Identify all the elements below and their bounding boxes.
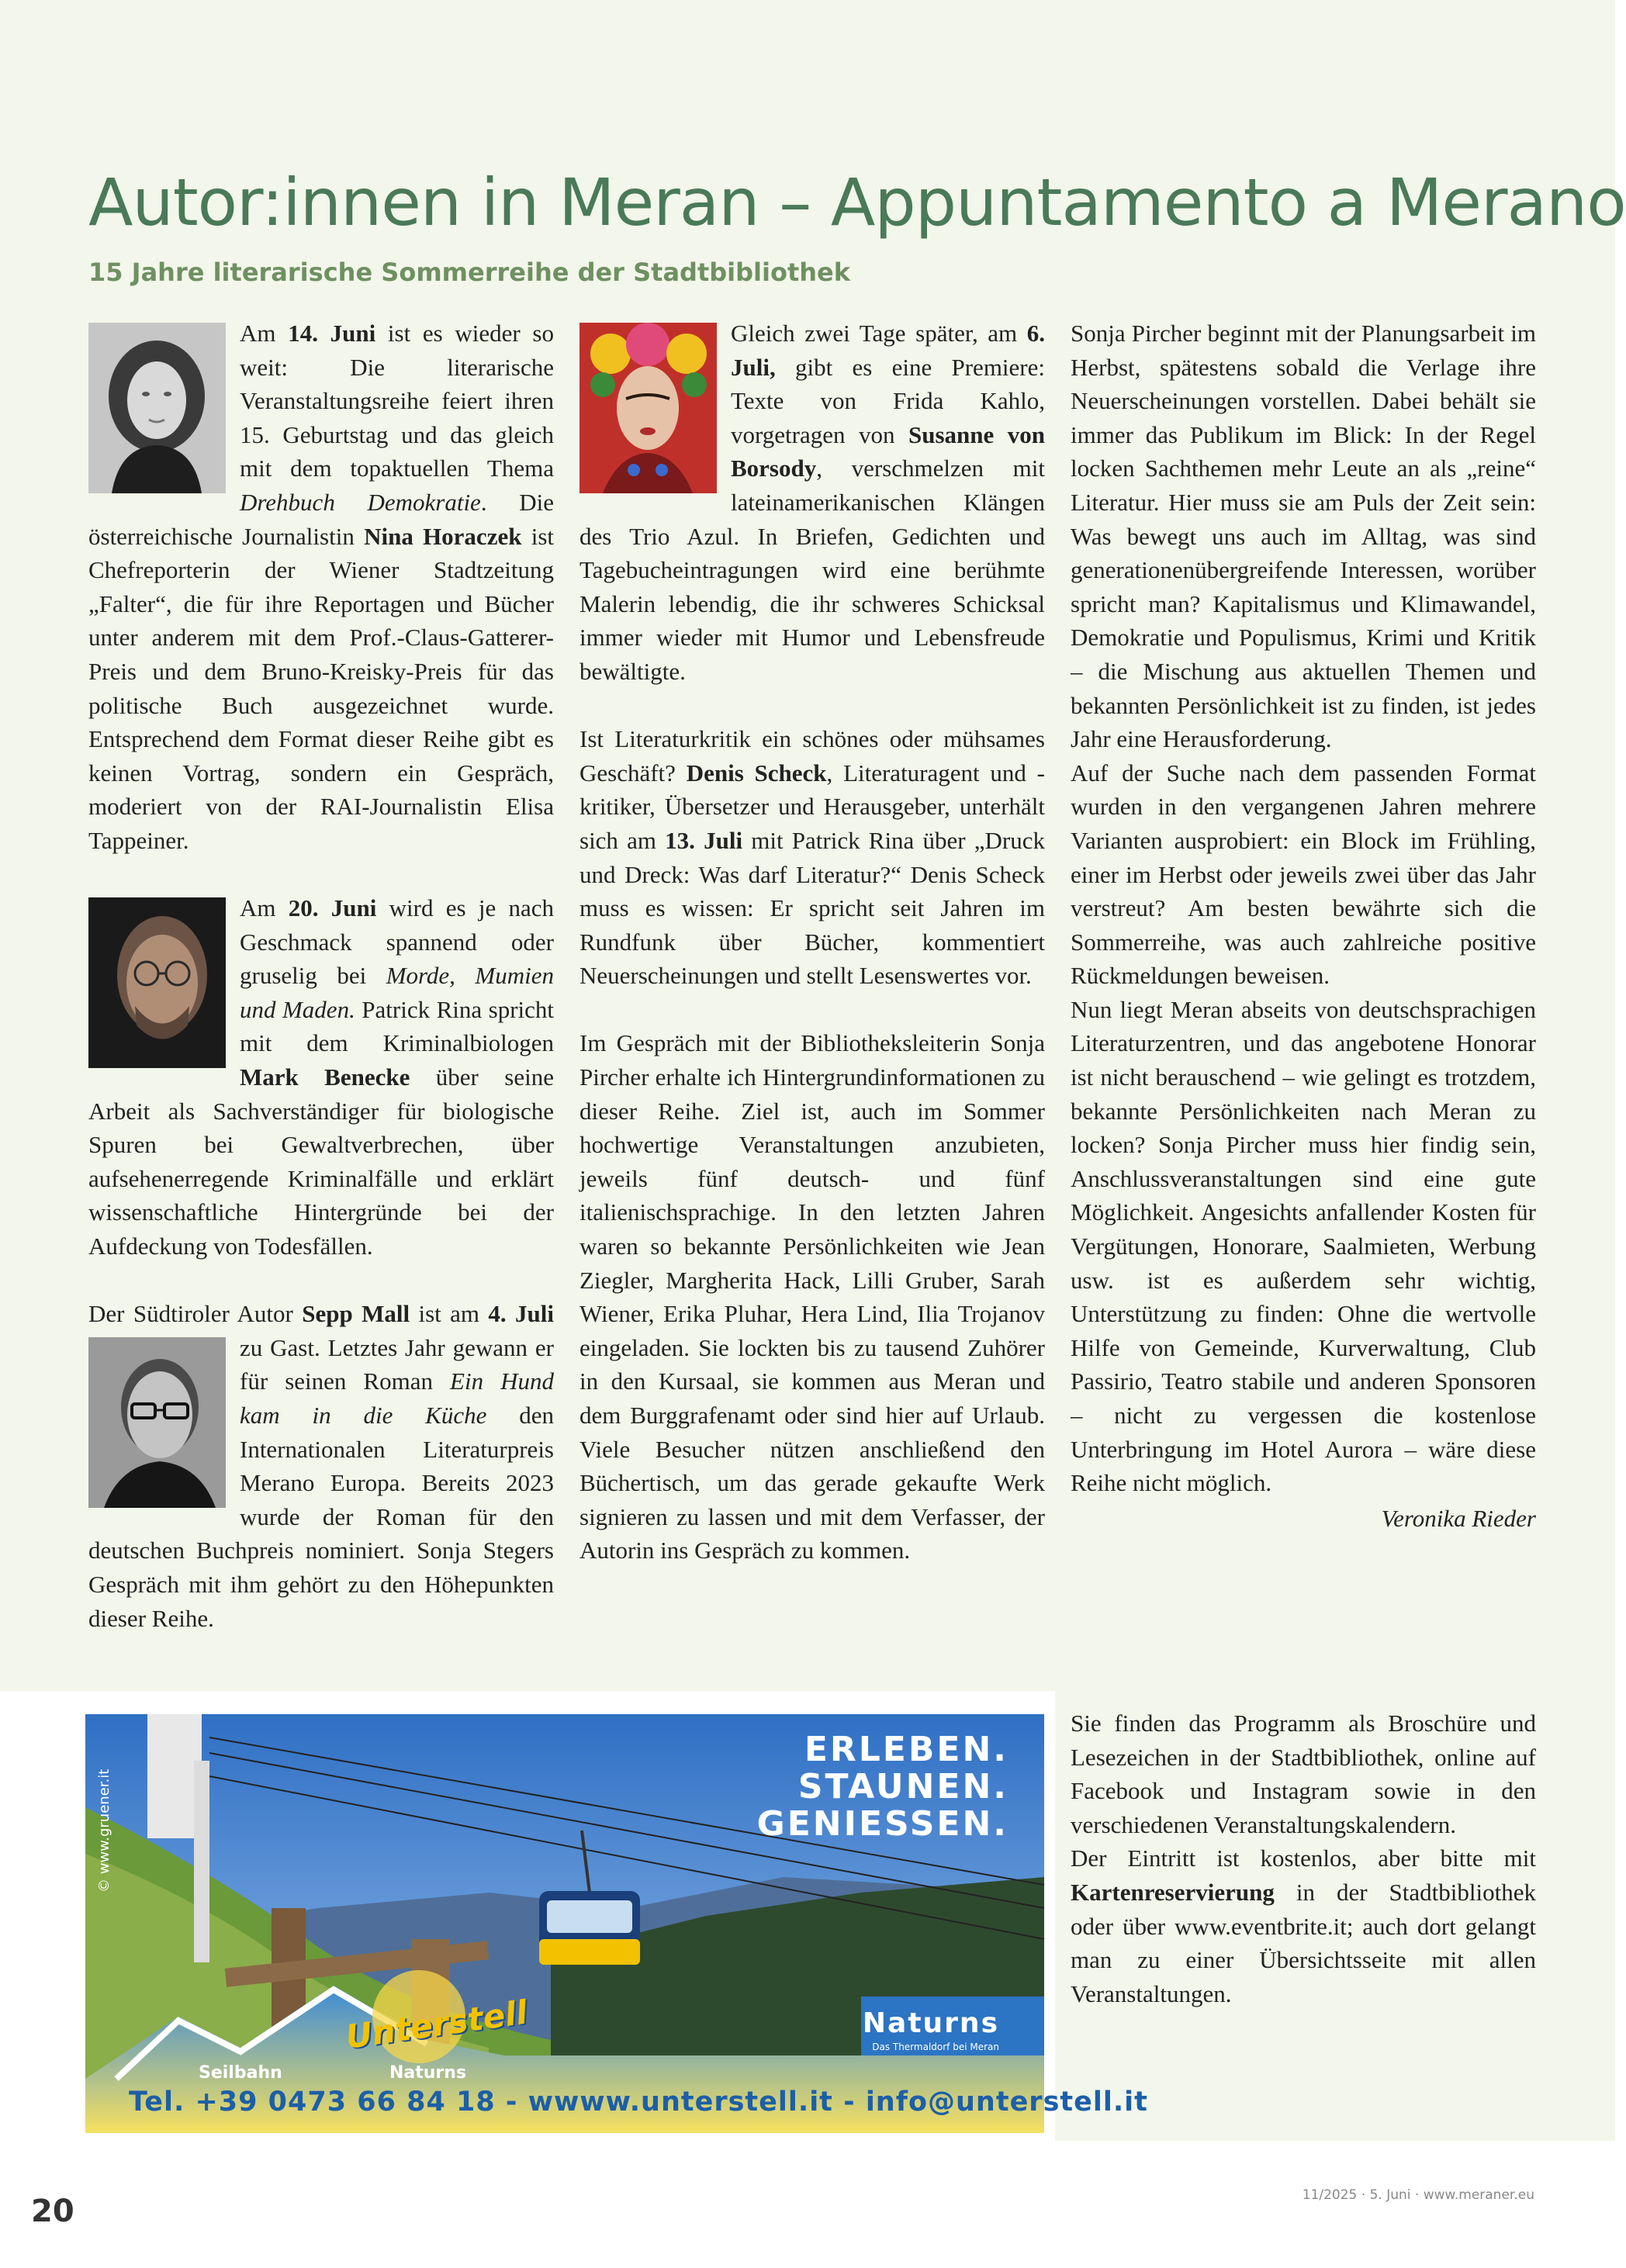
ad-brand-logo: Unterstell xyxy=(343,1993,530,2056)
paragraph-nina-horaczek: Am 14. Juni ist es wieder so weit: Die literarische Veranstaltungsreihe feiert ihren 15. Geburtstag und das gleich mit dem topaktuellen Thema Drehbuch Demokratie. Die österreichische Journalistin Nina Horaczek ist Chefreporterin der Wiener Stadtzeitung „Falter“, die für ihre Reportagen und Bücher unter anderem mit dem Prof.-Claus-Gatterer-Preis und dem Bruno-Kreisky-Preis für das politische Buch ausgezeichnet wurde. Entsprechend dem Format dieser Reihe gibt es keinen Vortrag, sondern ein Gespräch, moderiert von der RAI-Journalistin Elisa Tappeiner. xyxy=(88,320,555,854)
ad-naturns-tagline: Das Thermaldorf bei Meran xyxy=(872,2042,999,2052)
ad-brand-sub-label: Naturns xyxy=(389,2063,467,2083)
paragraph-admission: Der Eintritt ist kostenlos, aber bitte mit Kartenreservierung in der Stadtbibliothek oder über www.eventbrite.it; auch dort gelangt man zu einer Übersichtsseite mit allen Veranstaltungen. xyxy=(1071,1844,1536,2007)
portrait-photo-susanne-von-borsody xyxy=(579,323,717,493)
name-susanne-von-borsody: Susanne von Borsody xyxy=(731,420,1045,482)
ad-naturns-logo: Naturns xyxy=(862,2007,999,2039)
name-nina-horaczek: Nina Horaczek xyxy=(364,522,522,550)
article-info-box xyxy=(1071,1706,1536,2010)
article-subtitle: 15 Jahre literarische Sommerreihe der Stadtbibliothek xyxy=(88,258,850,287)
paragraph-mark-benecke: Am 20. Juni wird es je nach Geschmack spannend oder gruselig bei Morde, Mumien und Maden. Patrick Rina spricht mit dem Kriminalbiologen Mark Benecke über seine Arbeit als Sachverständiger für biologische Spuren bei Gewaltverbrechen, über aufsehenerregende Kriminalfälle und erklärt wissenschaftliche Hintergründe bei der Aufdeckung von Todesfällen. xyxy=(88,894,554,1260)
paragraph-format: Auf der Suche nach dem passenden Format wurden in den vergangenen Jahren mehrere Varianten ausprobiert: ein Block im Frühling, einer im Herbst oder jeweils zwei über das Jahr verstreut? Am besten bewährte sich die Sommerreihe, was auch zahlreiche positive Rückmeldungen beweisen. xyxy=(1071,759,1536,990)
ad-seilbahn-label: Seilbahn xyxy=(199,2063,282,2083)
date-july-6: 6. Juli, xyxy=(731,320,1045,381)
advertisement-unterstell[interactable] xyxy=(85,1714,1148,2133)
footer-issue-info: 11/2025 · 5. Juni · www.meraner.eu xyxy=(1302,2187,1534,2203)
article-column-3 xyxy=(1071,316,1536,1535)
portrait-photo-mark-benecke xyxy=(88,897,226,1068)
article-column-2 xyxy=(579,316,1045,1568)
page-number: 20 xyxy=(31,2194,74,2229)
portrait-photo-sepp-mall xyxy=(88,1337,226,1508)
paragraph-denis-scheck: Ist Literaturkritik ein schönes oder mühsames Geschäft? Denis Scheck, Literaturagent und -kritiker, Übersetzer und Herausgeber, unterhält sich am 13. Juli mit Patrick Rina über „Druck und Dreck: Was darf Literatur?“ Denis Scheck muss es wissen: Er spricht seit Jahren im Rundfunk über Bücher, kommentiert Neuerscheinungen und stellt Lesenswertes vor. xyxy=(579,725,1045,990)
date-july-13: 13. Juli xyxy=(665,826,743,854)
date-june-20: 20. Juni xyxy=(288,894,377,922)
paragraph-interview-background: Im Gespräch mit der Bibliotheksleiterin Sonja Pircher erhalte ich Hintergrundinformationen zu dieser Reihe. Ziel ist, auch im Sommer hochwertige Veranstaltungen anzubieten, jeweils fünf deutsch- und fünf italienischsprachige. In den letzten Jahren waren so bekannte Persönlichkeiten wie Jean Ziegler, Margherita Hack, Lilli Gruber, Sarah Wiener, Erika Pluhar, Hera Lind, Ilia Trojanov eingeladen. Sie lockten bis zu tausend Zuhörer in den Kursaal, sie kommen aus Meran und dem Burggrafenamt oder sind hier auf Urlaub. Viele Besucher nützen anschließend den Büchertisch, um das gerade gekaufte Werk signieren zu lassen und mit dem Verfasser, der Autorin ins Gespräch zu kommen. xyxy=(579,1029,1045,1564)
name-sepp-mall: Sepp Mall xyxy=(302,1300,410,1328)
paragraph-funding: Nun liegt Meran abseits von deutschsprachigen Literaturzentren, und das angebotene Honorar ist nicht berauschend – wie gelingt es trotzdem, bekannte Persönlichkeiten nach Meran zu locken? Sonja Pircher muss hier findig sein, Anschlussveranstaltungen sind eine gute Möglichkeit. Angesichts anfallender Kosten für Vergütungen, Honorare, Saalmieten, Werbung usw. ist es außerdem sehr wichtig, Unterstützung zu finden: Ohne die wertvolle Hilfe von Gemeinde, Kurverwaltung, Club Passirio, Teatro stabile und anderen Sponsoren – nicht zu vergessen die kostenlose Unterbringung im Hotel Aurora – wäre diese Reihe nicht möglich. xyxy=(1071,995,1536,1497)
author-signature: Veronika Rieder xyxy=(1381,1504,1536,1532)
date-july-4: 4. Juli xyxy=(488,1300,554,1328)
ticket-reservation-label: Kartenreservierung xyxy=(1071,1878,1275,1906)
paragraph-planning: Sonja Pircher beginnt mit der Planungsarbeit im Herbst, spätestens sobald die Verlage ihre Neuerscheinungen vorstellen. Dabei behält sie immer das Publikum im Blick: In der Regel locken Sachthemen mehr Leute an als „reine“ Literatur. Hier muss sie am Puls der Zeit sein: Was bewegt uns auch im Alltag, was sind generationenübergreifende Interessen, worüber spricht man? Kapitalismus und Klimawandel, Demokratie und Populismus, Krimi und Kritik – die Mischung aus aktuellen Themen und bekannten Persönlichkeit ist zu finden, ist jedes Jahr eine Herausforderung. xyxy=(1071,320,1536,753)
paragraph-susanne-von-borsody: Gleich zwei Tage später, am 6. Juli, gibt es eine Premiere: Texte von Frida Kahlo, vorgetragen von Susanne von Borsody, verschmelzen mit lateinamerikanischen Klängen des Trio Azul. In Briefen, Gedichten und Tagebucheintragungen wird eine berühmte Malerin lebendig, die ihr schweres Schicksal immer wieder mit Humor und Lebensfreude bewältigte. xyxy=(579,320,1045,685)
ad-slogan: ERLEBEN. STAUNEN. GENIESSEN. xyxy=(756,1730,1008,1844)
article-title: Autor:innen in Meran – Appuntamento a Merano xyxy=(88,164,1626,240)
date-june-14: 14. Juni xyxy=(288,320,376,347)
paragraph-program-info: Sie finden das Programm als Broschüre und Lesezeichen in der Stadtbibliothek, online auf Facebook und Instagram sowie in den verschiedenen Veranstaltungskalendern. xyxy=(1071,1710,1536,1838)
name-mark-benecke: Mark Benecke xyxy=(240,1063,410,1091)
name-denis-scheck: Denis Scheck xyxy=(686,759,827,787)
ad-photo-credit: © www.gruener.it xyxy=(96,1768,112,1893)
ad-contact-line[interactable]: Tel. +39 0473 66 84 18 - wwww.unterstell.it - info@unterstell.it xyxy=(129,2086,1148,2118)
paragraph-sepp-mall: Der Südtiroler Autor Sepp Mall ist am 4. Juli zu Gast. Letztes Jahr gewann er für seinen Roman Ein Hund kam in die Küche den Internationalen Literaturpreis Merano Europa. Bereits 2023 wurde der Roman für den deutschen Buchpreis nominiert. Sonja Stegers Gespräch mit ihm gehört zu den Höhepunkten dieser Reihe. xyxy=(88,1300,555,1632)
article-column-1 xyxy=(88,316,554,1635)
portrait-photo-nina-horaczek xyxy=(88,323,226,493)
